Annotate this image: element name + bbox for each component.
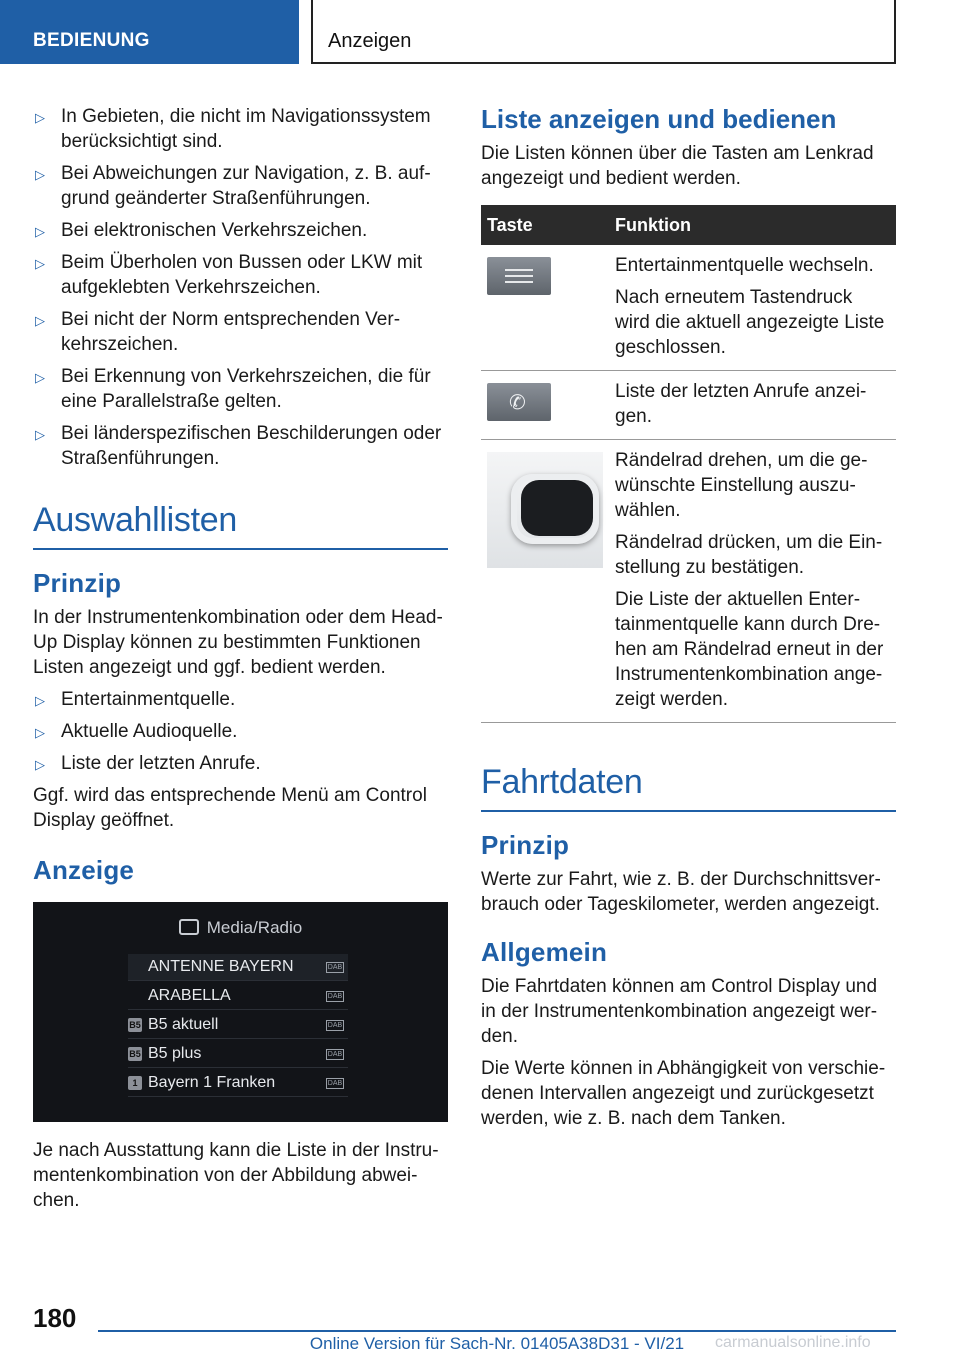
triangle-bullet-icon: ▷ xyxy=(35,256,45,271)
dab-icon: DAB xyxy=(327,1051,343,1058)
heading-fahrtdaten: Fahrtdaten xyxy=(481,763,896,812)
triangle-bullet-icon: ▷ xyxy=(35,757,45,772)
chapter-tab: Anzeigen xyxy=(311,0,896,64)
function-table xyxy=(481,205,896,723)
list-item: ▷ Aktuelle Audioquelle. xyxy=(33,719,448,744)
prinzip-bullet-list xyxy=(33,687,448,776)
triangle-bullet-icon: ▷ xyxy=(35,693,45,708)
table-header-taste: Taste xyxy=(481,205,609,245)
heading-prinzip-fahrtdaten: Prinzip xyxy=(481,830,570,860)
heading-allgemein: Allgemein xyxy=(481,937,608,967)
left-column xyxy=(33,104,448,1220)
station-row: ARABELLA DAB xyxy=(128,983,348,1010)
station-row: 1 Bayern 1 Franken DAB xyxy=(128,1070,348,1097)
liste-intro: Die Listen können über die Tasten am Lenkrad angezeigt und bedient werden. xyxy=(481,143,874,189)
allgemein-text-1: Die Fahrtdaten können am Control Display und in der Instrumentenkombination angezeigt werden. xyxy=(481,976,878,1047)
station-logo-icon: 1 xyxy=(128,1076,142,1090)
list-item: ▷ Liste der letzten Anrufe. xyxy=(33,751,448,776)
intro-bullet-list xyxy=(33,104,448,471)
heading-liste-anzeigen: Liste anzeigen und bedienen xyxy=(481,104,837,134)
list-button-icon xyxy=(487,257,551,295)
prinzip-text: In der Instrumentenkombination oder dem Head-Up Display können zu bestimmten Funktionen Listen angezeigt und ggf. bedient werden. xyxy=(33,607,443,678)
watermark: carmanualsonline.info xyxy=(715,1334,871,1351)
station-row: B5 B5 aktuell DAB xyxy=(128,1012,348,1039)
phone-button-icon: ✆ xyxy=(487,383,551,421)
dab-icon: DAB xyxy=(327,993,343,1000)
dab-icon: DAB xyxy=(327,964,343,971)
media-radio-screenshot xyxy=(33,902,448,1122)
station-logo-icon: B5 xyxy=(129,1049,141,1059)
list-item: ▷ Bei elektronischen Verkehrszeichen. xyxy=(33,218,448,243)
triangle-bullet-icon: ▷ xyxy=(35,110,45,125)
triangle-bullet-icon: ▷ xyxy=(35,370,45,385)
table-row: Rändelrad drehen, um die gewünschte Einstellung auszuwählen. Rändelrad drücken, um die Einstellung zu bestätigen. Die Liste der aktuellen Entertainmentquelle kann durch Drehen am Rändelrad erneut in der Instrumentenkombination angezeigt werden. xyxy=(481,440,896,723)
triangle-bullet-icon: ▷ xyxy=(35,725,45,740)
list-item: ▷ In Gebieten, die nicht im Navigationssystem berücksichtigt sind. xyxy=(35,106,431,152)
triangle-bullet-icon: ▷ xyxy=(35,167,45,182)
station-row: B5 B5 plus DAB xyxy=(128,1041,348,1068)
list-item: ▷ Bei Erkennung von Verkehrszeichen, die für eine Parallelstraße gelten. xyxy=(35,366,431,412)
triangle-bullet-icon: ▷ xyxy=(35,224,45,239)
image-caption: Je nach Ausstattung kann die Liste in der Instrumentenkombination von der Abbildung abweichen. xyxy=(33,1140,439,1211)
table-row: ✆ Liste der letzten Anrufe anzeigen. xyxy=(481,371,896,440)
table-header-funktion: Funktion xyxy=(609,205,896,245)
dab-icon: DAB xyxy=(327,1022,343,1029)
triangle-bullet-icon: ▷ xyxy=(35,427,45,442)
thumbwheel-icon xyxy=(487,452,603,568)
list-item: ▷ Beim Überholen von Bussen oder LKW mit aufgeklebten Verkehrszeichen. xyxy=(35,252,423,298)
station-row: ANTENNE BAYERN DAB xyxy=(128,954,348,981)
allgemein-text-2: Die Werte können in Abhängigkeit von verschiedenen Intervallen angezeigt und zurückgesetzt werden, wie z. B. nach dem Tanken. xyxy=(481,1058,886,1129)
media-icon xyxy=(179,919,199,935)
list-item: ▷ Bei Abweichungen zur Navigation, z. B. aufgrund geänderter Straßenführungen. xyxy=(35,163,431,209)
list-item: ▷ Bei nicht der Norm entsprechenden Verkehrszeichen. xyxy=(35,309,401,355)
heading-anzeige: Anzeige xyxy=(33,855,135,885)
footer-text: Online Version für Sach-Nr. 01405A38D31 - VI/21 xyxy=(309,1334,685,1353)
heading-prinzip: Prinzip xyxy=(33,568,122,598)
prinzip-note: Ggf. wird das entsprechende Menü am Control Display geöffnet. xyxy=(33,785,427,831)
media-title: Media/Radio xyxy=(33,918,448,938)
dab-icon: DAB xyxy=(327,1080,343,1087)
heading-auswahllisten: Auswahllisten xyxy=(33,501,448,550)
page-number: 180 xyxy=(33,1303,77,1333)
station-logo-icon: B5 xyxy=(129,1020,141,1030)
table-row: Entertainmentquelle wechseln. Nach erneutem Tastendruck wird die aktuell angezeigte Liste geschlossen. xyxy=(481,245,896,371)
fahrtdaten-prinzip-text: Werte zur Fahrt, wie z. B. der Durchschnittsverbrauch oder Tageskilometer, werden angezeigt. xyxy=(481,869,881,915)
list-item: ▷ Entertainmentquelle. xyxy=(33,687,448,712)
footer-divider xyxy=(98,1330,896,1332)
right-column xyxy=(481,104,896,1138)
list-item: ▷ Bei länderspezifischen Beschilderungen oder Straßenführungen. xyxy=(35,423,442,469)
triangle-bullet-icon: ▷ xyxy=(35,313,45,328)
section-header: BEDIENUNG xyxy=(0,0,299,64)
